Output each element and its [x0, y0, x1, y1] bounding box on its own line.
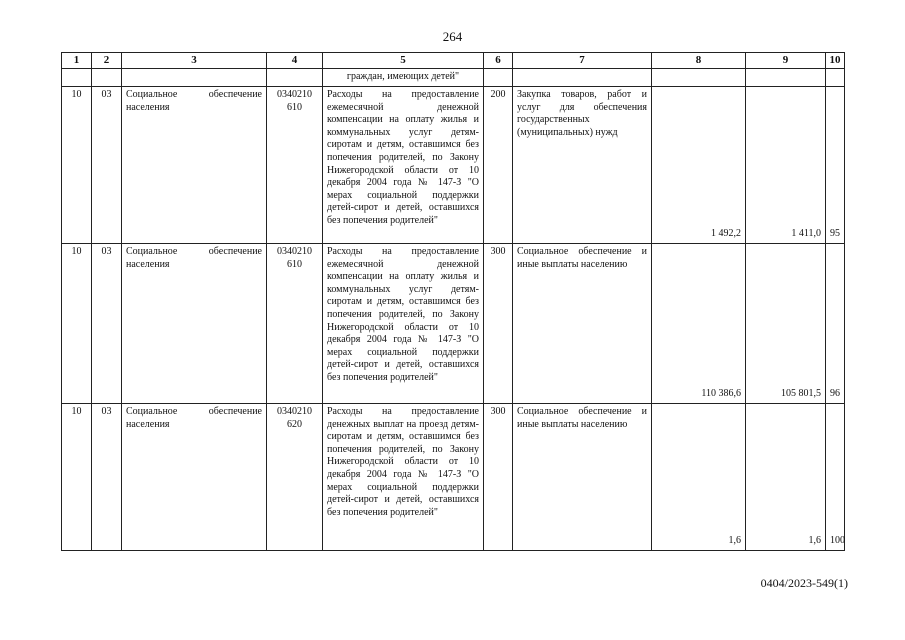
- cell-subsection: 03: [92, 244, 122, 404]
- cell-plan: 1 492,2: [652, 87, 746, 244]
- cell-section: 10: [62, 244, 92, 404]
- cell-description: Расходы на предоставление денежных выплат на проезд детям-сиротам и детям, оставшимся без попечения родителей, по Закону Нижегородской области от 10 декабря 2004 года № 147-З "О мерах социальной поддержки детей-сирот и детей, оставшихся без попечения родителей": [323, 404, 484, 551]
- col-header-3: 3: [122, 53, 267, 69]
- table-row: [62, 244, 845, 404]
- cell-target-code: 0340210 610: [267, 244, 323, 404]
- cell-section: 10: [62, 404, 92, 551]
- cell-expense-type: 200: [484, 87, 513, 244]
- cell-expense-type: 300: [484, 404, 513, 551]
- cell-plan: 110 386,6: [652, 244, 746, 404]
- col-header-1: 1: [62, 53, 92, 69]
- document-code: 0404/2023-549(1): [760, 576, 848, 590]
- cell-actual: 1,6: [746, 404, 826, 551]
- col-header-2: 2: [92, 53, 122, 69]
- cell-expense-type: 300: [484, 244, 513, 404]
- col-header-7: 7: [513, 53, 652, 69]
- cell-plan: 1,6: [652, 404, 746, 551]
- budget-table: [61, 52, 845, 551]
- cell-subsection: 03: [92, 87, 122, 244]
- cell-expense-name: Социальное обеспечение и иные выплаты населению: [513, 404, 652, 551]
- page-number: 264: [442, 29, 463, 44]
- continuation-text: граждан, имеющих детей": [323, 69, 484, 87]
- cell-target-code: 0340210 620: [267, 404, 323, 551]
- table-row: [62, 404, 845, 551]
- col-header-5: 5: [323, 53, 484, 69]
- cell-expense-name: Социальное обеспечение и иные выплаты населению: [513, 244, 652, 404]
- cell-name: Социальное обеспечение населения: [122, 404, 267, 551]
- cell-section: 10: [62, 87, 92, 244]
- cell-description: Расходы на предоставление ежемесячной денежной компенсации на оплату жилья и коммунальных услуг детям-сиротам и детям, оставшимся без попечения родителей, по Закону Нижегородской области от 10 декабря 2004 года № 147-З "О мерах социальной поддержки детей-сирот и детей, оставшихся без попечения родителей": [323, 244, 484, 404]
- cell-description: Расходы на предоставление ежемесячной денежной компенсации на оплату жилья и коммунальных услуг детям-сиротам и детям, оставшимся без попечения родителей, по Закону Нижегородской области от 10 декабря 2004 года № 147-З "О мерах социальной поддержки детей-сирот и детей, оставшихся без попечения родителей": [323, 87, 484, 244]
- cell-actual: 1 411,0: [746, 87, 826, 244]
- continuation-row: [62, 69, 845, 87]
- cell-actual: 105 801,5: [746, 244, 826, 404]
- cell-percent: 100: [826, 404, 845, 551]
- cell-percent: 96: [826, 244, 845, 404]
- table-row: [62, 87, 845, 244]
- cell-percent: 95: [826, 87, 845, 244]
- col-header-9: 9: [746, 53, 826, 69]
- cell-subsection: 03: [92, 404, 122, 551]
- cell-expense-name: Закупка товаров, работ и услуг для обеспечения государственных (муниципальных) нужд: [513, 87, 652, 244]
- cell-target-code: 0340210 610: [267, 87, 323, 244]
- header-row: [62, 53, 845, 69]
- cell-name: Социальное обеспечение населения: [122, 244, 267, 404]
- col-header-8: 8: [652, 53, 746, 69]
- col-header-10: 10: [826, 53, 845, 69]
- cell-name: Социальное обеспечение населения: [122, 87, 267, 244]
- col-header-4: 4: [267, 53, 323, 69]
- col-header-6: 6: [484, 53, 513, 69]
